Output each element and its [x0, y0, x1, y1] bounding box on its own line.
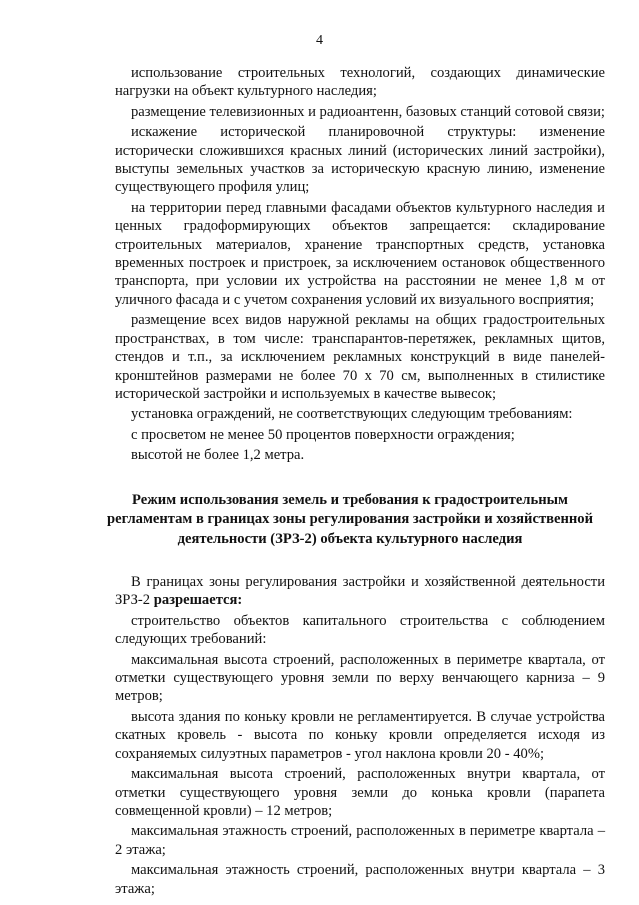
- list-item: размещение всех видов наружной рекламы на общих градостроительных пространствах, в том числе: транспарантов-перетяжек, рекламных щитов, стендов и т.п., за исключением рекламных конструкций в виде панелей-кронштейнов размерами не более 70 х 70 см, выполненных в стилистике исторической застройки и используемых в качестве вывесок;: [115, 312, 605, 402]
- list-item: максимальная высота строений, расположенных внутри квартала, от отметки существующего уровня земли до конька кровли (парапета совмещенной кровли) – 12 метров;: [115, 766, 605, 819]
- list-item: использование строительных технологий, создающих динамические нагрузки на объект культурного наследия;: [115, 65, 605, 100]
- list-item: высотой не более 1,2 метра.: [131, 447, 305, 464]
- heading-line: регламентам в границах зоны регулирования застройки и хозяйственной: [107, 511, 593, 528]
- list-item: строительство объектов капитального строительства с соблюдением следующих требований:: [115, 612, 605, 648]
- list-item: максимальная этажность строений, расположенных внутри квартала – 3 этажа;: [115, 862, 605, 897]
- heading-line: деятельности (ЗРЗ-2) объекта культурного наследия: [177, 530, 523, 547]
- intro-paragraph: [115, 573, 605, 610]
- list-item: искажение исторической планировочной структуры: изменение исторически сложившихся красных линий (исторических линий застройки), выступы земельных участков за историческую красную линию, изменение существующего профиля улиц;: [115, 124, 605, 196]
- permissions-list: [115, 573, 605, 898]
- list-item: размещение телевизионных и радиоантенн, базовых станций сотовой связи;: [131, 103, 605, 120]
- list-item: на территории перед главными фасадами объектов культурного наследия и ценных градоформирующих объектов запрещается: складирование строительных материалов, хранение транспортных средств, установка временных построек и пристроек, за исключением остановок общественного транспорта, при условии их устройства на расстоянии не менее 1,8 м от уличного фасада и с учетом сохранения условий их визуального восприятия;: [115, 199, 605, 308]
- page-number: 4: [316, 33, 323, 48]
- heading-line: Режим использования земель и требования к градостроительным: [132, 491, 568, 508]
- section-heading: [95, 491, 605, 550]
- list-item: с просветом не менее 50 процентов поверхности ограждения;: [131, 426, 515, 443]
- restrictions-list: [115, 64, 605, 465]
- intro-text: В границах зоны регулирования застройки и хозяйственной деятельности ЗРЗ-2: [115, 574, 605, 609]
- list-item: установка ограждений, не соответствующих следующим требованиям:: [131, 406, 573, 423]
- list-item: высота здания по коньку кровли не регламентируется. В случае устройства скатных кровель - высота по коньку кровли определяется исходя из сохраняемых силуэтных параметров - угол наклона кровли 20 - 40%;: [115, 708, 605, 762]
- intro-bold: разрешается:: [153, 592, 243, 609]
- list-item: максимальная этажность строений, расположенных в периметре квартала – 2 этажа;: [115, 823, 605, 858]
- document-body: [107, 64, 605, 898]
- list-item: максимальная высота строений, расположенных в периметре квартала, от отметки существующего уровня земли по верху венчающего карниза – 9 метров;: [115, 651, 605, 705]
